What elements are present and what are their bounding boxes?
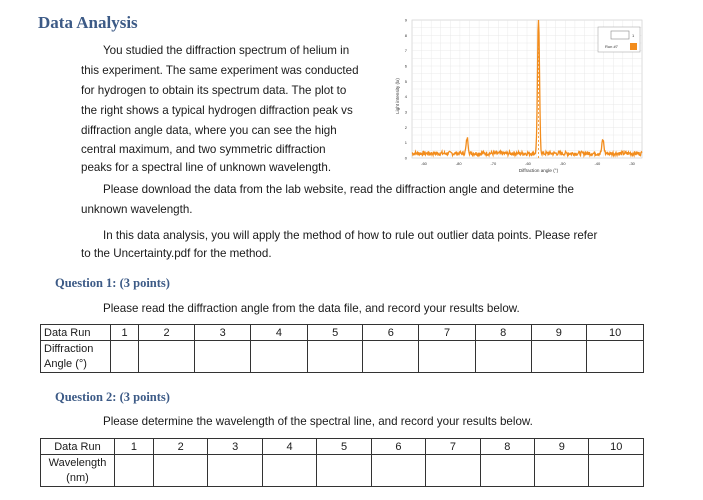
q1-answer-cell[interactable] xyxy=(587,341,644,373)
plot-legend xyxy=(598,27,640,52)
y-tick-label: 9 xyxy=(404,17,407,23)
q1-answer-cell[interactable] xyxy=(475,341,531,373)
y-axis-title: Light intensity (lx) xyxy=(395,78,400,114)
q2-row-label-line: (nm) xyxy=(66,471,89,484)
q2-run-number: 3 xyxy=(208,439,262,455)
y-tick-labels xyxy=(405,18,408,161)
question-1-instruction: Please read the diffraction angle from the data file, and record your results below. xyxy=(103,302,520,315)
q2-answer-cell[interactable] xyxy=(208,455,262,487)
q2-answer-cell[interactable] xyxy=(153,455,207,487)
download-line: Please download the data from the lab website, read the diffraction angle and determine the xyxy=(103,183,574,196)
question-2-instruction: Please determine the wavelength of the spectral line, and record your results below. xyxy=(103,415,533,428)
legend-swatch xyxy=(630,43,637,50)
y-axis-label xyxy=(395,78,400,114)
y-tick-label: 3 xyxy=(404,109,407,115)
question-1-title: Question 1: (3 points) xyxy=(55,276,170,290)
q1-answer-cell[interactable] xyxy=(419,341,476,373)
y-tick-label: 5 xyxy=(404,78,407,84)
q2-run-number: 9 xyxy=(535,439,589,455)
q2-header-cell: Data Run xyxy=(41,439,115,455)
method-line: In this data analysis, you will apply the method of how to rule out outlier data points. Please refer xyxy=(103,229,598,242)
page-title: Data Analysis xyxy=(38,13,138,32)
q1-answer-cell[interactable] xyxy=(111,341,138,373)
q1-run-number: 10 xyxy=(587,325,644,341)
question-2-title: Question 2: (3 points) xyxy=(55,390,170,404)
x-tick-label: -60 xyxy=(525,161,531,166)
q1-answer-cell[interactable] xyxy=(138,341,195,373)
download-line: unknown wavelength. xyxy=(81,203,193,216)
question-2-table xyxy=(40,438,644,487)
q1-answer-cell[interactable] xyxy=(363,341,419,373)
intro-line: this experiment. The same experiment was conducted xyxy=(81,64,359,77)
q2-answer-cell[interactable] xyxy=(371,455,425,487)
q2-answer-cell[interactable] xyxy=(426,455,480,487)
q2-answer-cell[interactable] xyxy=(317,455,371,487)
q2-answer-cell[interactable] xyxy=(480,455,534,487)
q1-row-label-line: Diffraction xyxy=(44,342,94,355)
x-tick-label: -50 xyxy=(559,161,566,166)
q1-run-number: 8 xyxy=(475,325,531,341)
q1-answer-cell[interactable] xyxy=(195,341,251,373)
q1-header-cell: Data Run xyxy=(41,325,111,341)
x-tick-label: -40 xyxy=(594,161,601,166)
q2-run-number: 6 xyxy=(371,439,425,455)
intro-line: the right shows a typical hydrogen diffraction peak vs xyxy=(81,104,353,117)
intro-line: peaks for a spectral line of unknown wavelength. xyxy=(81,161,332,174)
q2-run-number: 1 xyxy=(114,439,153,455)
q1-run-number: 4 xyxy=(251,325,308,341)
q2-run-number: 5 xyxy=(317,439,371,455)
q1-run-number: 6 xyxy=(363,325,419,341)
q1-run-number: 9 xyxy=(531,325,587,341)
q1-run-number: 7 xyxy=(419,325,476,341)
x-tick-label: -80 xyxy=(455,161,462,166)
x-axis-title: Diffraction angle (°) xyxy=(518,168,559,173)
q1-answer-cell[interactable] xyxy=(531,341,587,373)
q1-run-number: 1 xyxy=(111,325,138,341)
q2-row-label-line: Wavelength xyxy=(48,456,107,469)
q1-row-label xyxy=(41,341,111,373)
q2-run-number: 10 xyxy=(589,439,644,455)
q1-run-number: 5 xyxy=(307,325,363,341)
q2-answer-cell[interactable] xyxy=(535,455,589,487)
y-tick-label: 0 xyxy=(404,155,407,161)
intro-line: You studied the diffraction spectrum of helium in xyxy=(103,44,350,57)
q2-run-number: 8 xyxy=(480,439,534,455)
q2-answer-cell[interactable] xyxy=(114,455,153,487)
y-tick-label: 7 xyxy=(404,48,407,54)
y-tick-label: 4 xyxy=(404,94,407,100)
intro-line: central maximum, and two symmetric diffraction xyxy=(81,143,326,156)
method-line: to the Uncertainty.pdf for the method. xyxy=(81,247,272,260)
question-1-table xyxy=(40,324,644,373)
x-tick-label: -60 xyxy=(421,161,427,166)
x-tick-label: -30 xyxy=(629,161,635,166)
q1-run-number: 2 xyxy=(138,325,195,341)
x-tick-label: -70 xyxy=(490,161,497,166)
q1-answer-cell[interactable] xyxy=(251,341,308,373)
x-tick-labels xyxy=(421,161,636,166)
q1-row-label-line: Angle (°) xyxy=(44,357,87,370)
q1-run-number: 3 xyxy=(195,325,251,341)
q2-run-number: 7 xyxy=(426,439,480,455)
q2-run-number: 4 xyxy=(262,439,316,455)
y-tick-label: 2 xyxy=(404,124,407,130)
svg-text:1: 1 xyxy=(632,33,635,38)
q2-answer-cell[interactable] xyxy=(262,455,316,487)
diffraction-plot xyxy=(392,6,652,178)
q2-row-label xyxy=(41,455,115,487)
q2-run-number: 2 xyxy=(153,439,207,455)
y-tick-label: 1 xyxy=(404,140,407,146)
intro-line: diffraction angle data, where you can see the high xyxy=(81,124,337,137)
q1-answer-cell[interactable] xyxy=(307,341,363,373)
y-tick-label: 6 xyxy=(404,63,407,69)
intro-line: for hydrogen to obtain its spectrum data. The plot to xyxy=(81,84,347,97)
legend-box xyxy=(611,31,629,39)
q2-answer-cell[interactable] xyxy=(589,455,644,487)
y-tick-label: 8 xyxy=(404,32,407,38)
legend-label: Run #7 xyxy=(605,44,618,49)
